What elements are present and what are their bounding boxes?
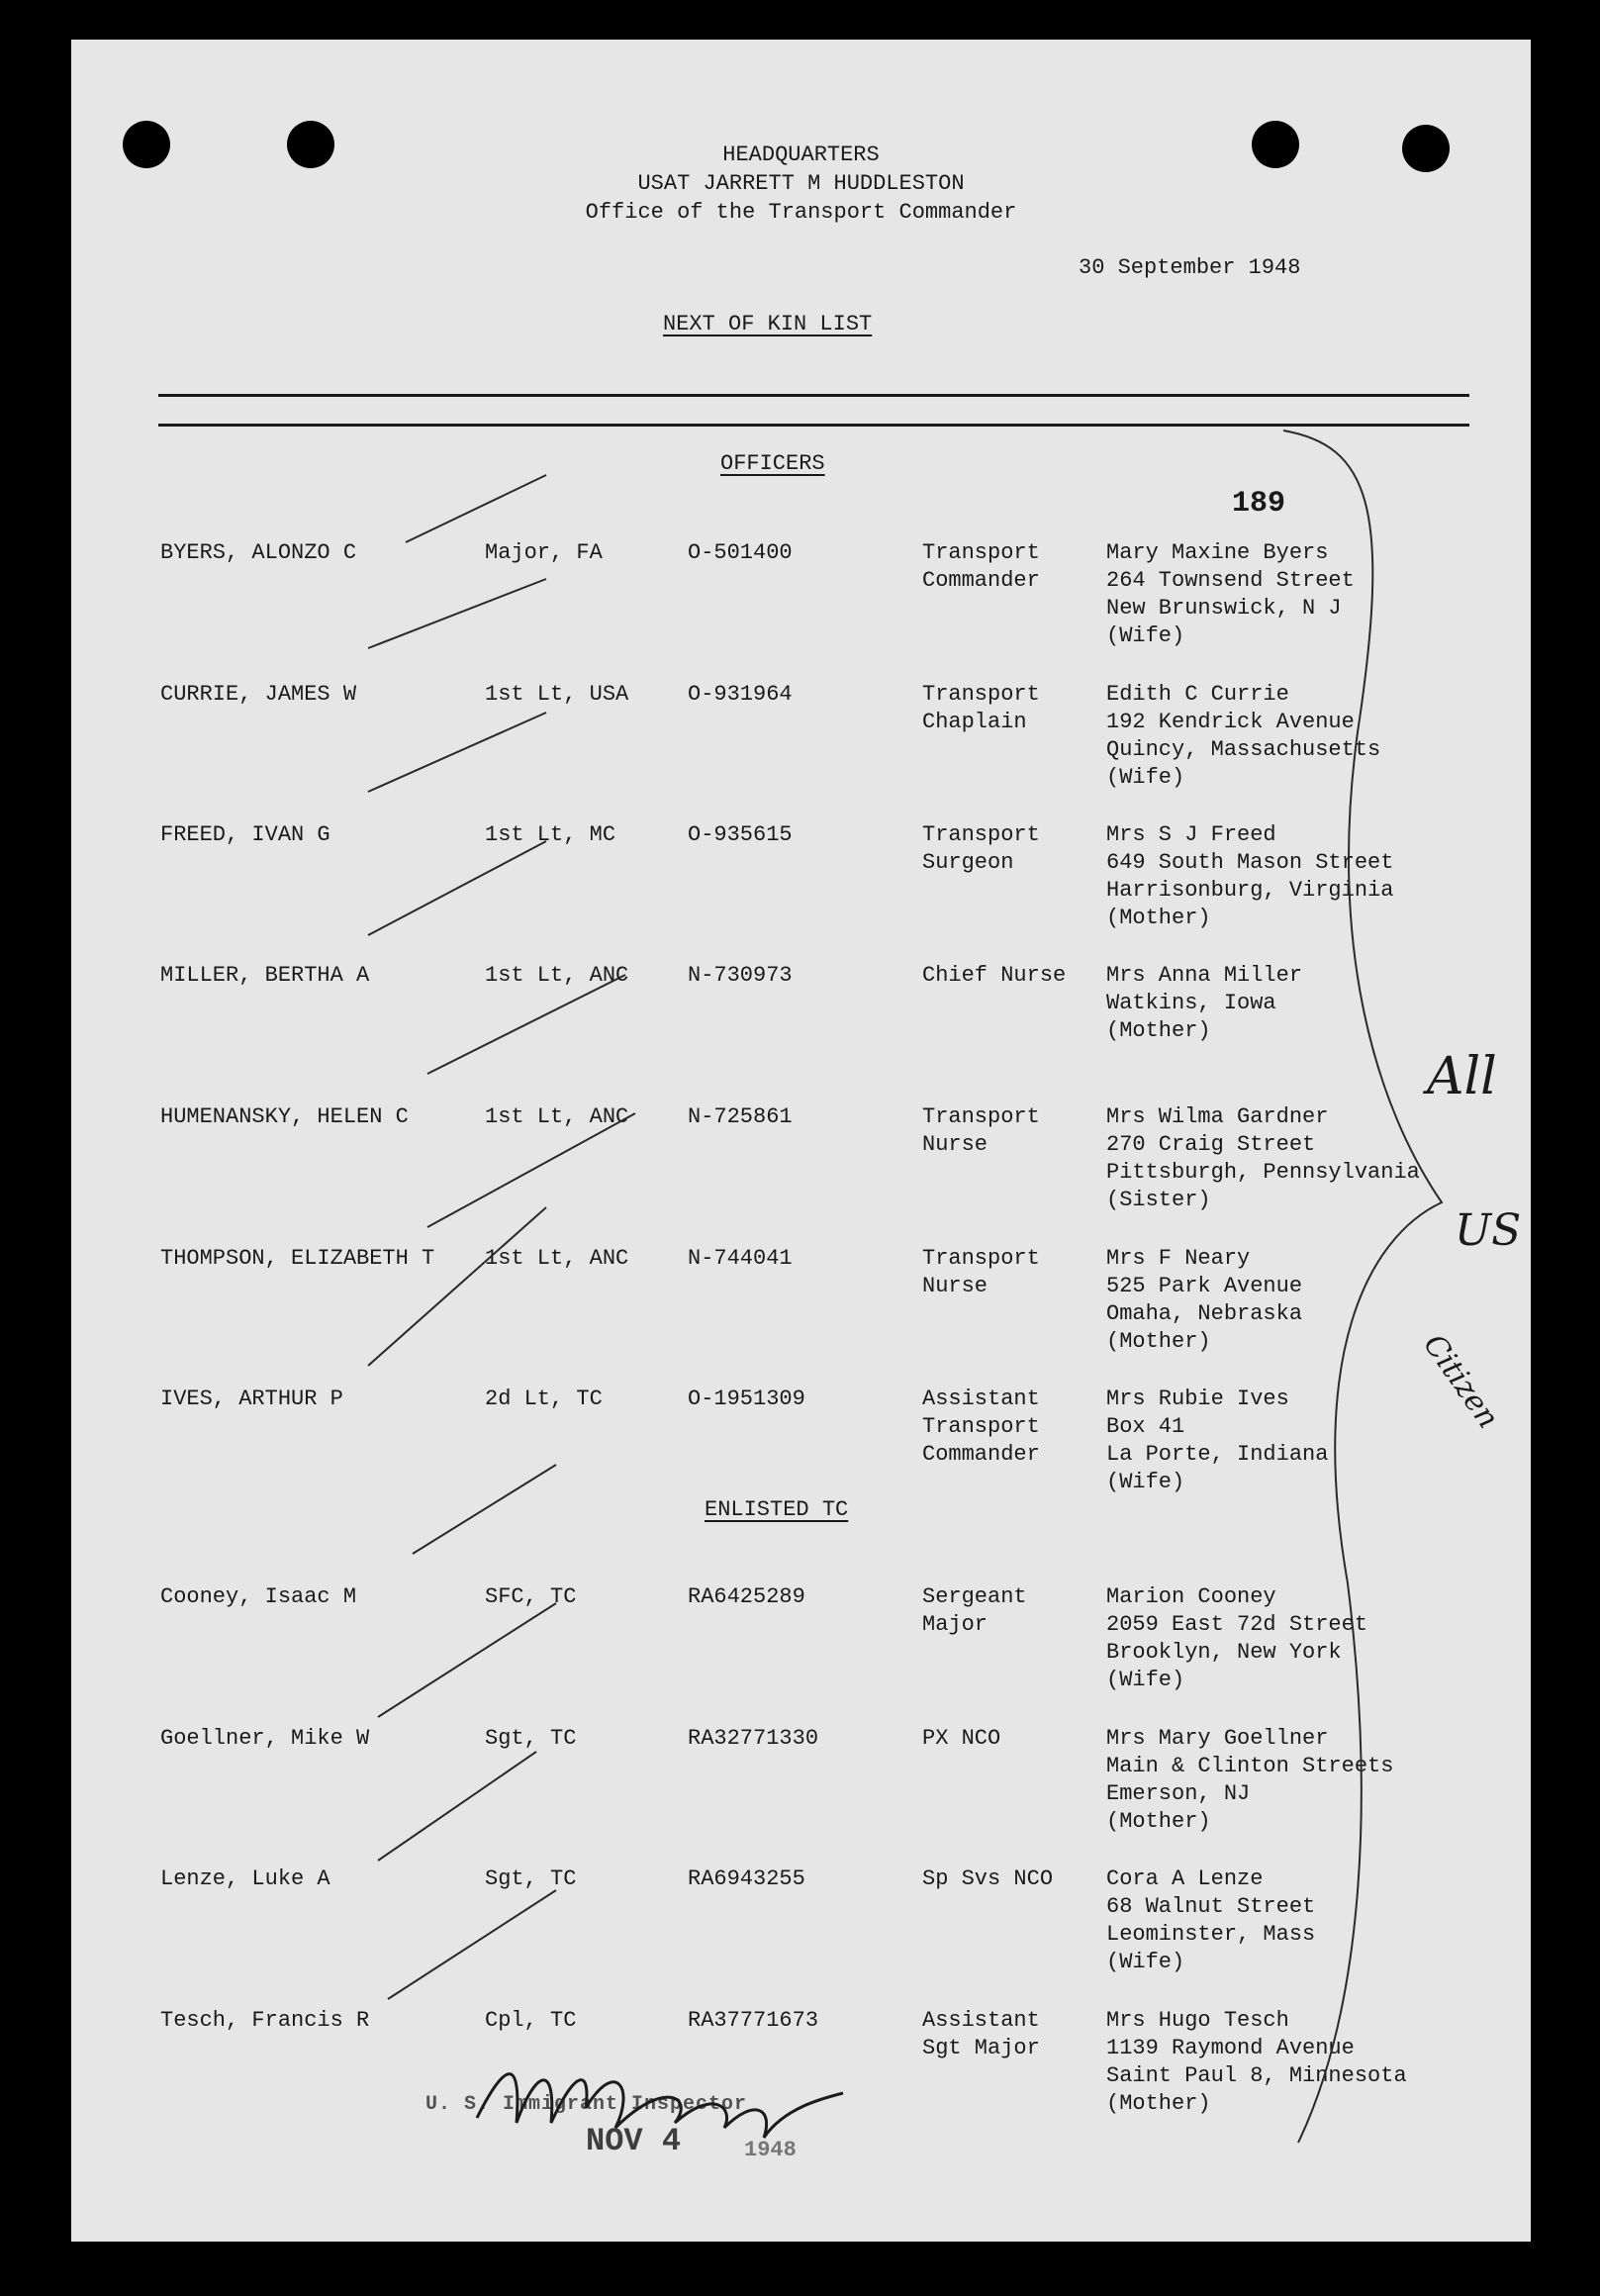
serial-number: O-935615 xyxy=(688,822,793,847)
next-of-kin-line: Mrs Wilma Gardner xyxy=(1106,1104,1329,1129)
check-mark xyxy=(368,1207,546,1366)
next-of-kin-line: 264 Townsend Street xyxy=(1106,568,1355,593)
serial-number: RA32771330 xyxy=(688,1726,819,1751)
serial-number: O-501400 xyxy=(688,540,793,565)
serial-number: O-931964 xyxy=(688,682,793,707)
next-of-kin-line: (Wife) xyxy=(1106,1470,1185,1494)
rank-branch: 1st Lt, USA xyxy=(485,682,629,707)
duty-position: PX NCO xyxy=(922,1726,1001,1751)
duty-position: Commander xyxy=(922,568,1040,593)
bracket-mark xyxy=(1283,430,1442,2143)
duty-position: Sergeant xyxy=(922,1584,1027,1609)
document-page xyxy=(71,40,1531,2242)
rank-branch: Major, FA xyxy=(485,540,603,565)
person-name: THOMPSON, ELIZABETH T xyxy=(160,1246,435,1271)
next-of-kin-line: Mrs Hugo Tesch xyxy=(1106,2008,1289,2033)
serial-number: RA37771673 xyxy=(688,2008,819,2033)
document-date: 30 September 1948 xyxy=(1079,255,1301,280)
next-of-kin-line: New Brunswick, N J xyxy=(1106,596,1342,621)
annotation-us: US xyxy=(1455,1205,1522,1256)
duty-position: Chief Nurse xyxy=(922,963,1067,988)
next-of-kin-line: (Wife) xyxy=(1106,623,1185,648)
next-of-kin-line: 192 Kendrick Avenue xyxy=(1106,710,1355,734)
check-mark xyxy=(427,975,625,1074)
rank-branch: 1st Lt, ANC xyxy=(485,963,629,988)
next-of-kin-line: Omaha, Nebraska xyxy=(1106,1301,1303,1326)
next-of-kin-line: Leominster, Mass xyxy=(1106,1922,1316,1947)
check-mark xyxy=(378,1752,536,1861)
document-title: NEXT OF KIN LIST xyxy=(663,312,873,336)
person-name: MILLER, BERTHA A xyxy=(160,963,370,988)
rank-branch: SFC, TC xyxy=(485,1584,577,1609)
next-of-kin-line: Harrisonburg, Virginia xyxy=(1106,878,1394,903)
next-of-kin-line: Pittsburgh, Pennsylvania xyxy=(1106,1160,1420,1185)
duty-position: Commander xyxy=(922,1442,1040,1467)
next-of-kin-line: Mrs F Neary xyxy=(1106,1246,1251,1271)
next-of-kin-line: La Porte, Indiana xyxy=(1106,1442,1329,1467)
next-of-kin-line: Marion Cooney xyxy=(1106,1584,1276,1609)
divider-rule xyxy=(158,424,1469,427)
next-of-kin-line: Mrs Mary Goellner xyxy=(1106,1726,1329,1751)
next-of-kin-line: (Mother) xyxy=(1106,1018,1211,1043)
duty-position: Transport xyxy=(922,1414,1040,1439)
section-title-officers: OFFICERS xyxy=(720,451,825,476)
duty-position: Sp Svs NCO xyxy=(922,1866,1054,1891)
duty-position: Chaplain xyxy=(922,710,1027,734)
person-name: FREED, IVAN G xyxy=(160,822,330,847)
rank-branch: Cpl, TC xyxy=(485,2008,577,2033)
next-of-kin-line: 68 Walnut Street xyxy=(1106,1894,1316,1919)
duty-position: Transport xyxy=(922,1246,1040,1271)
section-title-enlisted: ENLISTED TC xyxy=(705,1497,849,1522)
serial-number: N-744041 xyxy=(688,1246,793,1271)
rank-branch: 1st Lt, MC xyxy=(485,822,616,847)
duty-position: Surgeon xyxy=(922,850,1014,875)
serial-number: N-725861 xyxy=(688,1104,793,1129)
serial-number: O-1951309 xyxy=(688,1387,805,1411)
person-name: HUMENANSKY, HELEN C xyxy=(160,1104,409,1129)
rank-branch: Sgt, TC xyxy=(485,1726,577,1751)
check-mark xyxy=(378,1603,556,1717)
divider-rule xyxy=(158,394,1469,397)
next-of-kin-line: Edith C Currie xyxy=(1106,682,1289,707)
next-of-kin-line: 649 South Mason Street xyxy=(1106,850,1394,875)
next-of-kin-line: 2059 East 72d Street xyxy=(1106,1612,1368,1637)
stamp-year: 1948 xyxy=(744,2138,797,2162)
next-of-kin-line: Mary Maxine Byers xyxy=(1106,540,1329,565)
check-mark xyxy=(368,713,546,792)
next-of-kin-line: Mrs Anna Miller xyxy=(1106,963,1303,988)
serial-number: N-730973 xyxy=(688,963,793,988)
check-mark xyxy=(368,841,546,935)
next-of-kin-line: Mrs Rubie Ives xyxy=(1106,1387,1289,1411)
next-of-kin-line: (Mother) xyxy=(1106,2091,1211,2116)
duty-position: Transport xyxy=(922,1104,1040,1129)
serial-number: RA6943255 xyxy=(688,1866,805,1891)
person-name: Lenze, Luke A xyxy=(160,1866,330,1891)
person-name: CURRIE, JAMES W xyxy=(160,682,357,707)
next-of-kin-line: Mrs S J Freed xyxy=(1106,822,1276,847)
next-of-kin-line: 270 Craig Street xyxy=(1106,1132,1316,1157)
duty-position: Sgt Major xyxy=(922,2036,1040,2060)
person-name: Tesch, Francis R xyxy=(160,2008,370,2033)
stamp-inspector: U. S. Immigrant Inspector xyxy=(425,2093,748,2116)
rank-branch: 1st Lt, ANC xyxy=(485,1104,629,1129)
next-of-kin-line: Emerson, NJ xyxy=(1106,1781,1251,1806)
next-of-kin-line: Cora A Lenze xyxy=(1106,1866,1264,1891)
next-of-kin-line: Saint Paul 8, Minnesota xyxy=(1106,2063,1407,2088)
next-of-kin-line: (Sister) xyxy=(1106,1188,1211,1212)
duty-position: Nurse xyxy=(922,1132,988,1157)
person-name: BYERS, ALONZO C xyxy=(160,540,357,565)
header-line-3: Office of the Transport Commander xyxy=(585,200,1017,225)
next-of-kin-line: Brooklyn, New York xyxy=(1106,1640,1342,1665)
next-of-kin-line: (Mother) xyxy=(1106,906,1211,930)
next-of-kin-line: Quincy, Massachusetts xyxy=(1106,737,1381,762)
annotation-all: All xyxy=(1427,1047,1497,1106)
duty-position: Assistant xyxy=(922,1387,1040,1411)
check-mark xyxy=(413,1465,556,1554)
next-of-kin-line: (Wife) xyxy=(1106,1668,1185,1692)
annotation-citizen: Citizen xyxy=(1416,1328,1506,1435)
check-mark xyxy=(406,475,546,542)
duty-position: Major xyxy=(922,1612,988,1637)
header-line-1: HEADQUARTERS xyxy=(722,143,880,167)
person-name: IVES, ARTHUR P xyxy=(160,1387,343,1411)
duty-position: Transport xyxy=(922,540,1040,565)
person-name: Goellner, Mike W xyxy=(160,1726,370,1751)
next-of-kin-line: (Mother) xyxy=(1106,1809,1211,1834)
duty-position: Assistant xyxy=(922,2008,1040,2033)
next-of-kin-line: Box 41 xyxy=(1106,1414,1185,1439)
next-of-kin-line: 1139 Raymond Avenue xyxy=(1106,2036,1355,2060)
next-of-kin-line: (Mother) xyxy=(1106,1329,1211,1354)
stamp-date: NOV 4 xyxy=(586,2123,682,2159)
next-of-kin-line: 525 Park Avenue xyxy=(1106,1274,1303,1298)
duty-position: Nurse xyxy=(922,1274,988,1298)
duty-position: Transport xyxy=(922,822,1040,847)
serial-number: RA6425289 xyxy=(688,1584,805,1609)
rank-branch: Sgt, TC xyxy=(485,1866,577,1891)
next-of-kin-line: Watkins, Iowa xyxy=(1106,991,1276,1015)
header-line-2: USAT JARRETT M HUDDLESTON xyxy=(637,171,965,196)
next-of-kin-line: Main & Clinton Streets xyxy=(1106,1754,1394,1778)
person-name: Cooney, Isaac M xyxy=(160,1584,357,1609)
rank-branch: 1st Lt, ANC xyxy=(485,1246,629,1271)
next-of-kin-line: (Wife) xyxy=(1106,1950,1185,1974)
check-mark xyxy=(388,1890,556,1999)
rank-branch: 2d Lt, TC xyxy=(485,1387,603,1411)
duty-position: Transport xyxy=(922,682,1040,707)
page-number: 189 xyxy=(1232,487,1286,521)
next-of-kin-line: (Wife) xyxy=(1106,765,1185,790)
check-mark xyxy=(368,579,546,648)
